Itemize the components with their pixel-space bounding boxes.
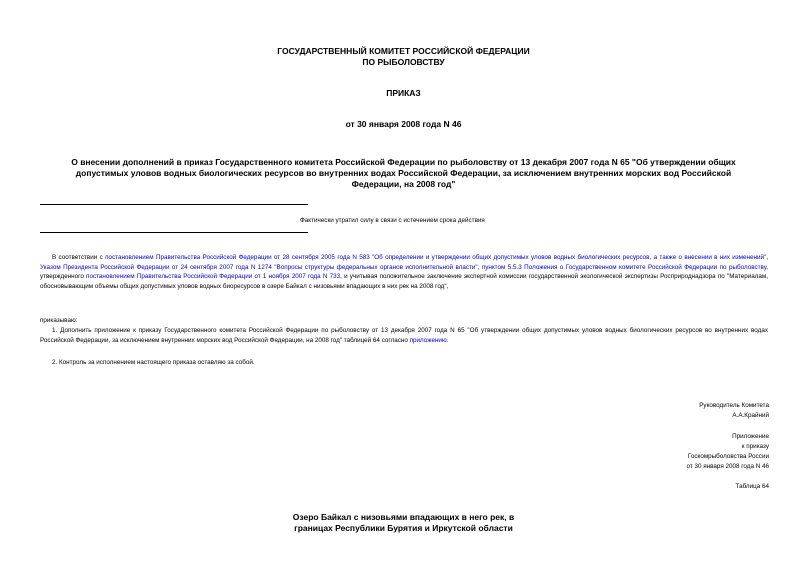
order-word: приказываю: [40,317,78,324]
appendix-line4: от 30 января 2008 года N 46 [686,463,769,470]
doc-type: ПРИКАЗ [386,88,421,98]
preamble-text-4: , утвержденного [40,263,768,280]
org-name-line1: ГОСУДАРСТВЕННЫЙ КОМИТЕТ РОССИЙСКОЙ ФЕДЕРАЦИИ [277,46,530,56]
doc-title-line2: допустимых уловов водных биологических ресурсов во внутренних водах Российской Федерации, за исключением внутренних морских вод Российской [75,168,732,178]
table-title-line1: Озеро Байкал с низовьями впадающих в него рек, в [292,512,515,522]
preamble-text-5: , и учитывая положительное заключение экспертной комиссии государственной экологической экспертизы Росприроднадзора по "Материалам, обосновывающим объемы общих допустимых уловов водных биоресурсов в озере Байкал с низовьями впадающих в них рек на 2008 год", [40,273,769,290]
link-gov-resolution-733[interactable]: постановлением Правительства Российской Федерации от 1 ноября 2007 года N 733 [86,273,341,280]
preamble-text-1: В соответствии с [52,254,106,261]
order-item-2: 2. Контроль за исполнением настоящего приказа оставляю за собой. [52,359,255,366]
signature-name: А.А.Крайний [732,412,769,419]
status-note: Фактически утратил силу в связи с истечением срока действия [300,217,485,224]
link-presidential-decree-1274[interactable]: Указом Президента Российской Федерации от 24 сентября 2007 года N 1274 "Вопросы структуры федеральных органов исполнительной власти" [40,263,478,271]
preamble-text-3: , [477,263,482,271]
org-name-line2: ПО РЫБОЛОВСТВУ [362,57,445,67]
order-item-1 [40,326,768,345]
signature-position: Руководитель Комитета [699,402,769,409]
link-gov-resolution-583[interactable]: постановлением Правительства Российской Федерации от 28 сентября 2005 года N 583 "Об определении и утверждении общих допустимых уловов водных биологических ресурсов, а также о внесении в них изменений" [105,254,767,261]
preamble-paragraph [40,253,768,291]
item1-text-2: . [446,336,449,344]
doc-date: от 30 января 2008 года N 46 [345,119,462,129]
appendix-line2: к приказу [741,443,769,450]
table-label: Таблица 64 [735,483,769,490]
doc-title-line3: Федерации, на 2008 год" [351,179,456,189]
link-regulation-clause-5-5-3[interactable]: пунктом 5.5.3 Положения о Государственном комитете Российской Федерации по рыболовству [481,263,767,271]
appendix-line3: Госкомрыболовства России [687,453,769,460]
table-title-line2: границах Республики Бурятия и Иркутской области [294,523,513,533]
preamble-text-2: , [766,254,768,261]
divider-bottom [40,232,308,233]
appendix-line1: Приложение [732,433,769,440]
item1-text-1: 1. Дополнить приложение к приказу Государственного комитета Российской Федерации по рыболовству от 13 декабря 2007 года N 65 "Об утверждении общих допустимых уловов водных биологических ресурсов во внутренних водах Российской Федерации, за исключением внутренних морских вод Российской Федерации, на 2008 год" таблицей 64 согласно [40,327,768,344]
doc-title-line1: О внесении дополнений в приказ Государственного комитета Российской Федерации по рыболовству от 13 декабря 2007 года N 65 "Об утверждении общих [71,157,736,167]
link-appendix[interactable]: приложению [409,336,447,344]
divider-top [40,204,308,205]
